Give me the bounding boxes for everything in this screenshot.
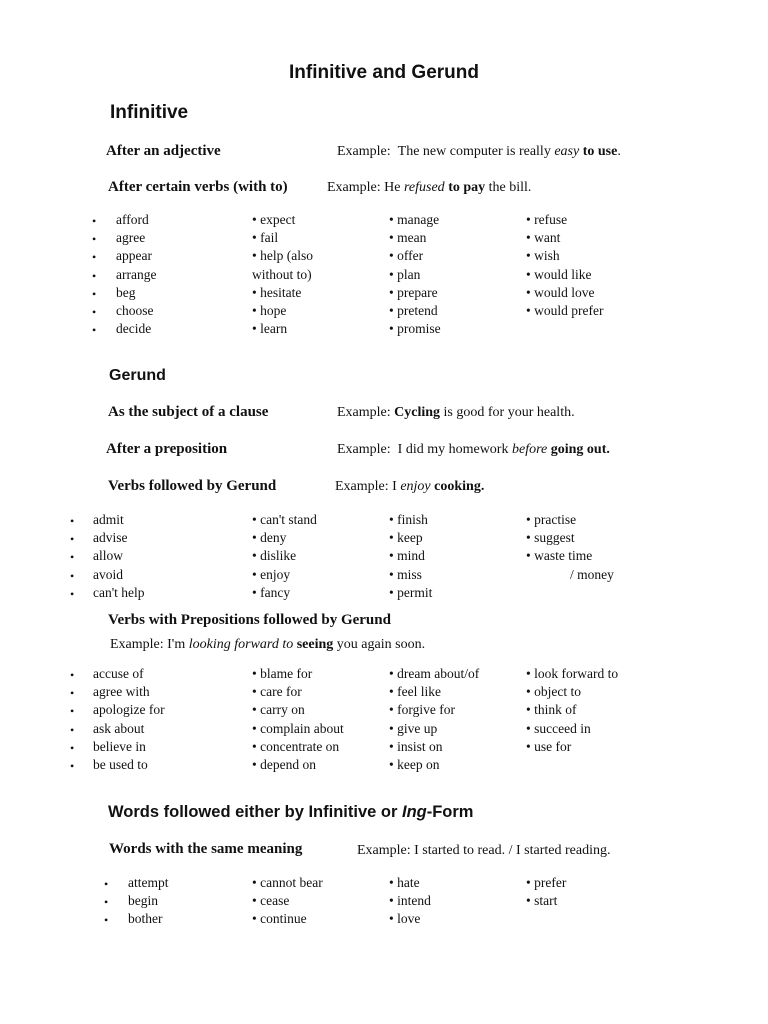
list-item: • permit (389, 584, 433, 600)
either-verbs-col4 (526, 874, 566, 910)
list-item: • forgive for (389, 702, 455, 718)
list-item: agree (116, 230, 146, 246)
after-preposition-example: Example: I did my homework before going out. (337, 442, 610, 457)
list-item: agree with (93, 684, 150, 700)
bullet-column: • • • • • • (70, 668, 75, 773)
either-verbs-col2 (252, 874, 323, 929)
either-verbs-col3 (389, 874, 431, 929)
list-item: can't help (93, 584, 145, 600)
list-item: • learn (252, 321, 288, 337)
list-item: • fail (252, 230, 279, 246)
list-item: • blame for (252, 666, 313, 681)
list-item: • dislike (252, 548, 297, 564)
list-item: • dream about/of (389, 666, 480, 681)
infinitive-verbs-col1 (116, 211, 156, 338)
list-item: admit (93, 512, 124, 527)
list-item: believe in (93, 738, 146, 754)
bullet-column: • • • • • (70, 514, 75, 601)
gerund-verbs-col4 (526, 511, 614, 584)
list-item: • deny (252, 530, 287, 546)
list-item: be used to (93, 756, 148, 772)
list-item: • mind (389, 548, 425, 564)
bullet-column: • • • (104, 877, 109, 928)
list-item: • love (389, 911, 421, 927)
list-item: • continue (252, 911, 307, 927)
list-item: attempt (128, 875, 169, 890)
either-heading: Words followed either by Infinitive or Ing-Form (108, 803, 474, 821)
list-item: bother (128, 911, 163, 927)
list-item: • mean (389, 230, 427, 246)
list-item: • fancy (252, 584, 291, 600)
list-item: • miss (389, 566, 422, 582)
list-item: ask about (93, 720, 145, 736)
bullet-column: • • • • • • • (92, 214, 97, 338)
list-item: • would love (526, 284, 595, 300)
prep-verbs-col1 (93, 665, 165, 774)
list-item: begin (128, 893, 158, 909)
list-item: • pretend (389, 302, 438, 318)
list-item: • give up (389, 720, 438, 736)
list-item: beg (116, 284, 136, 300)
list-item: • prepare (389, 284, 438, 300)
infinitive-heading: Infinitive (110, 102, 189, 123)
prep-verbs-label: Verbs with Prepositions followed by Gerund (108, 612, 391, 628)
verbs-gerund-label: Verbs followed by Gerund (108, 478, 277, 494)
list-item: • cannot bear (252, 875, 323, 890)
list-item: • keep on (389, 756, 440, 772)
list-item: • cease (252, 893, 290, 909)
list-item: avoid (93, 566, 123, 582)
same-meaning-example: Example: I started to read. / I started reading. (357, 843, 611, 858)
list-item: • hope (252, 302, 287, 318)
gerund-verbs-col1 (93, 511, 145, 602)
list-item: • intend (389, 893, 431, 909)
list-item: • help (also (252, 248, 313, 264)
infinitive-verbs-col2 (252, 211, 313, 338)
list-item: • feel like (389, 684, 441, 700)
list-item: • suggest (526, 530, 575, 546)
list-item: afford (116, 212, 149, 227)
list-item: • refuse (526, 212, 568, 227)
list-item: appear (116, 248, 152, 264)
infinitive-verbs-col4 (526, 211, 603, 320)
gerund-verbs-col2 (252, 511, 317, 602)
subject-clause-example: Example: Cycling is good for your health. (337, 405, 575, 420)
list-item: • start (526, 893, 558, 909)
page-title: Infinitive and Gerund (288, 62, 479, 83)
list-item: advise (93, 530, 128, 546)
list-item: • hesitate (252, 284, 302, 300)
list-item: arrange (116, 266, 157, 282)
list-item: • prefer (526, 875, 567, 890)
list-item: • complain about (252, 720, 344, 736)
list-item: • would prefer (526, 302, 604, 318)
list-item: • want (526, 230, 561, 246)
list-item: allow (93, 548, 123, 564)
list-item: • offer (389, 248, 424, 264)
list-item: • keep (389, 530, 423, 546)
same-meaning-label: Words with the same meaning (109, 841, 303, 857)
either-verbs-col1 (128, 874, 169, 929)
list-item: • object to (526, 684, 581, 700)
list-item: • use for (526, 738, 572, 754)
list-item: • practise (526, 512, 577, 527)
after-verbs-label: After certain verbs (with to) (108, 179, 288, 195)
verbs-gerund-example: Example: I enjoy cooking. (335, 479, 485, 494)
list-item: • finish (389, 512, 428, 527)
list-item: • wish (526, 248, 560, 264)
list-item: apologize for (93, 702, 165, 718)
list-item: • manage (389, 212, 440, 227)
list-item: • concentrate on (252, 738, 340, 754)
list-item: • promise (389, 321, 441, 337)
after-preposition-label: After a preposition (106, 441, 228, 457)
list-item: without to) (252, 266, 312, 282)
list-item: • plan (389, 266, 421, 282)
list-item: accuse of (93, 666, 144, 681)
list-item: • insist on (389, 738, 443, 754)
list-item: • carry on (252, 702, 305, 718)
list-item: • expect (252, 212, 296, 227)
prep-verbs-col4 (526, 665, 618, 756)
infinitive-verbs-col3 (389, 211, 441, 338)
list-item: • enjoy (252, 566, 291, 582)
after-verbs-example: Example: He refused to pay the bill. (327, 180, 532, 195)
prep-verbs-col3 (389, 665, 479, 774)
prep-verbs-col2 (252, 665, 344, 774)
list-item: choose (116, 302, 154, 318)
list-item: • succeed in (526, 720, 591, 736)
list-item: • can't stand (252, 512, 317, 527)
prep-verbs-example: Example: I'm looking forward to seeing you again soon. (110, 637, 426, 652)
list-item: • hate (389, 875, 420, 890)
list-item: • would like (526, 266, 592, 282)
list-item: • think of (526, 702, 577, 718)
list-item: • look forward to (526, 666, 619, 681)
gerund-verbs-col3 (389, 511, 432, 602)
after-adjective-example: Example: The new computer is really easy to use. (337, 144, 621, 159)
list-item: / money (570, 566, 614, 582)
after-adjective-label: After an adjective (106, 143, 221, 159)
subject-clause-label: As the subject of a clause (108, 404, 269, 420)
list-item: decide (116, 321, 152, 337)
list-item: • care for (252, 684, 302, 700)
list-item: • depend on (252, 756, 316, 772)
gerund-heading: Gerund (109, 367, 166, 384)
list-item: • waste time (526, 548, 593, 564)
